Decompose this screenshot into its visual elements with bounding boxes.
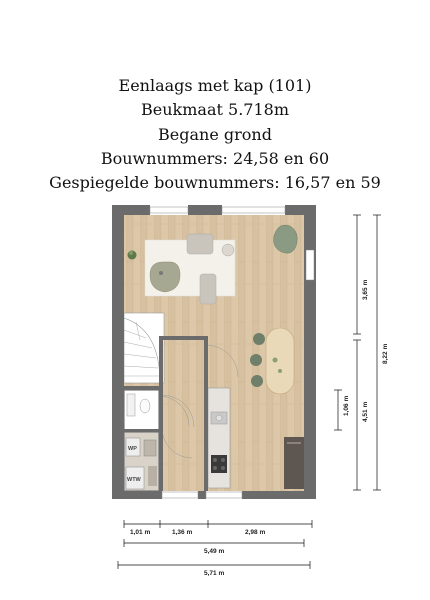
floor-level-label: Begane grond [158,124,272,144]
dining-set [250,328,294,394]
dim-bottom-outer-total: 5,71 m [204,570,225,577]
utility-room [124,432,159,491]
lounge-chair [274,225,297,253]
house-type-title: Eenlaags met kap (101) [118,76,312,95]
dim-right-total-depth: 8,22 m [382,343,389,364]
right-dimensions [334,215,381,490]
staircase [124,313,164,383]
dryer-label: WTW [127,477,141,483]
coffee-table [150,262,180,292]
armchair [187,234,213,254]
dining-table [266,328,294,394]
mirrored-plot-numbers-label: Gespiegelde bouwnummers: 16,57 en 59 [49,173,381,193]
sideboard [284,437,304,489]
dim-bottom-seg3: 2,98 m [245,529,266,536]
bottom-dimensions [118,520,312,569]
dining-chair [253,333,265,345]
kitchen-counter [208,388,230,488]
bay-width-label: Beukmaat 5.718m [141,100,289,120]
plot-numbers-label: Bouwnummers: 24,58 en 60 [100,148,330,168]
sofa [200,274,216,304]
dining-chair [250,354,262,366]
dim-bottom-seg1: 1,01 m [130,529,151,536]
dim-bottom-inner-total: 5,49 m [204,548,225,555]
dining-chair [251,375,263,387]
side-table [222,244,234,256]
dim-right-front-window: 1,06 m [343,395,350,416]
dim-right-front-depth: 4,51 m [362,401,369,422]
washer-label: WP [128,446,137,452]
dim-bottom-seg2: 1,36 m [172,529,193,536]
dim-right-living-depth: 3,65 m [362,279,369,300]
